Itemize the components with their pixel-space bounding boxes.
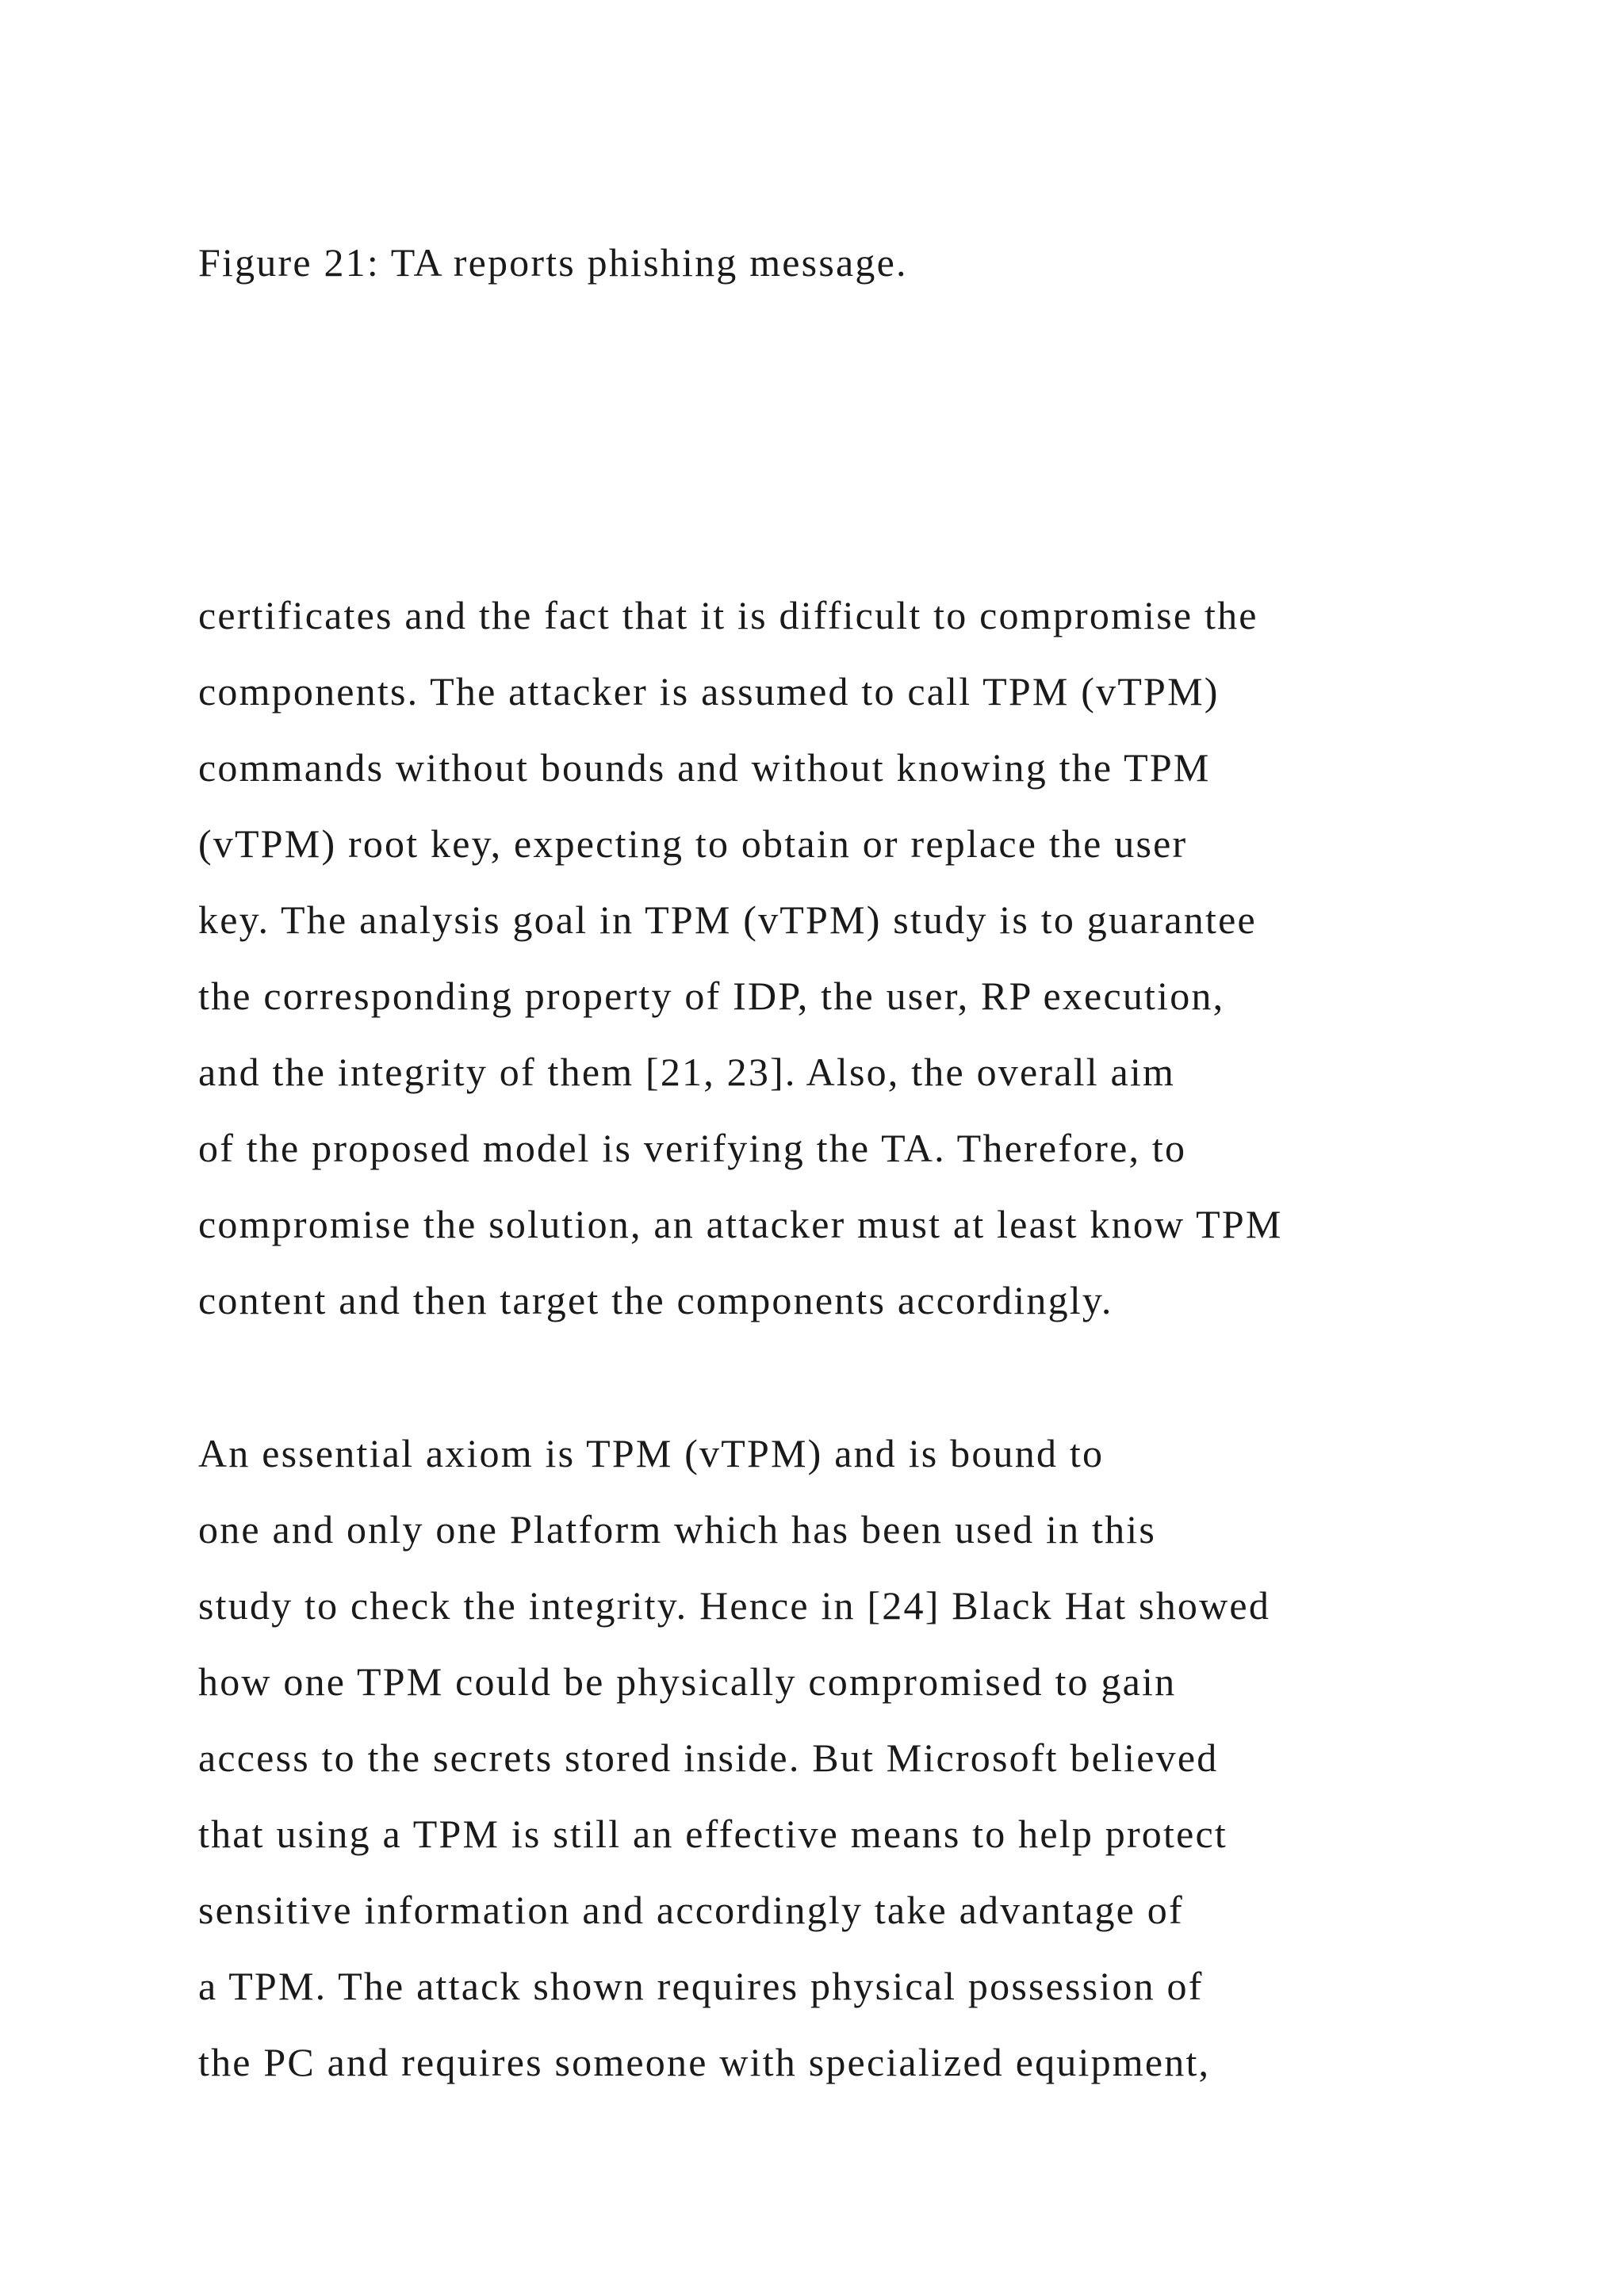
text-line: the PC and requires someone with specialized equipment,: [198, 2040, 1211, 2084]
text-line: one and only one Platform which has been used in this: [198, 1507, 1157, 1552]
text-line: (vTPM) root key, expecting to obtain or replace the user: [198, 821, 1188, 866]
figure-caption: Figure 21: TA reports phishing message.: [198, 240, 908, 285]
text-line: content and then target the components accordingly.: [198, 1278, 1113, 1322]
text-line: certificates and the fact that it is difficult to compromise the: [198, 593, 1258, 637]
text-line: key. The analysis goal in TPM (vTPM) study is to guarantee: [198, 897, 1257, 942]
text-line: that using a TPM is still an effective means to help protect: [198, 1812, 1228, 1856]
text-line: An essential axiom is TPM (vTPM) and is bound to: [198, 1431, 1105, 1475]
text-line: sensitive information and accordingly take advantage of: [198, 1888, 1184, 1932]
text-line: how one TPM could be physically compromised to gain: [198, 1659, 1177, 1704]
text-line: compromise the solution, an attacker must at least know TPM: [198, 1202, 1283, 1246]
text-line: study to check the integrity. Hence in [24] Black Hat showed: [198, 1583, 1271, 1628]
text-line: access to the secrets stored inside. But Microsoft believed: [198, 1735, 1219, 1780]
text-line: the corresponding property of IDP, the user, RP execution,: [198, 974, 1225, 1018]
text-line: of the proposed model is verifying the TA. Therefore, to: [198, 1126, 1187, 1170]
text-line: a TPM. The attack shown requires physical possession of: [198, 1964, 1204, 2008]
text-line: commands without bounds and without knowing the TPM: [198, 745, 1211, 790]
text-line: components. The attacker is assumed to call TPM (vTPM): [198, 669, 1220, 714]
text-line: and the integrity of them [21, 23]. Also, the overall aim: [198, 1050, 1176, 1094]
